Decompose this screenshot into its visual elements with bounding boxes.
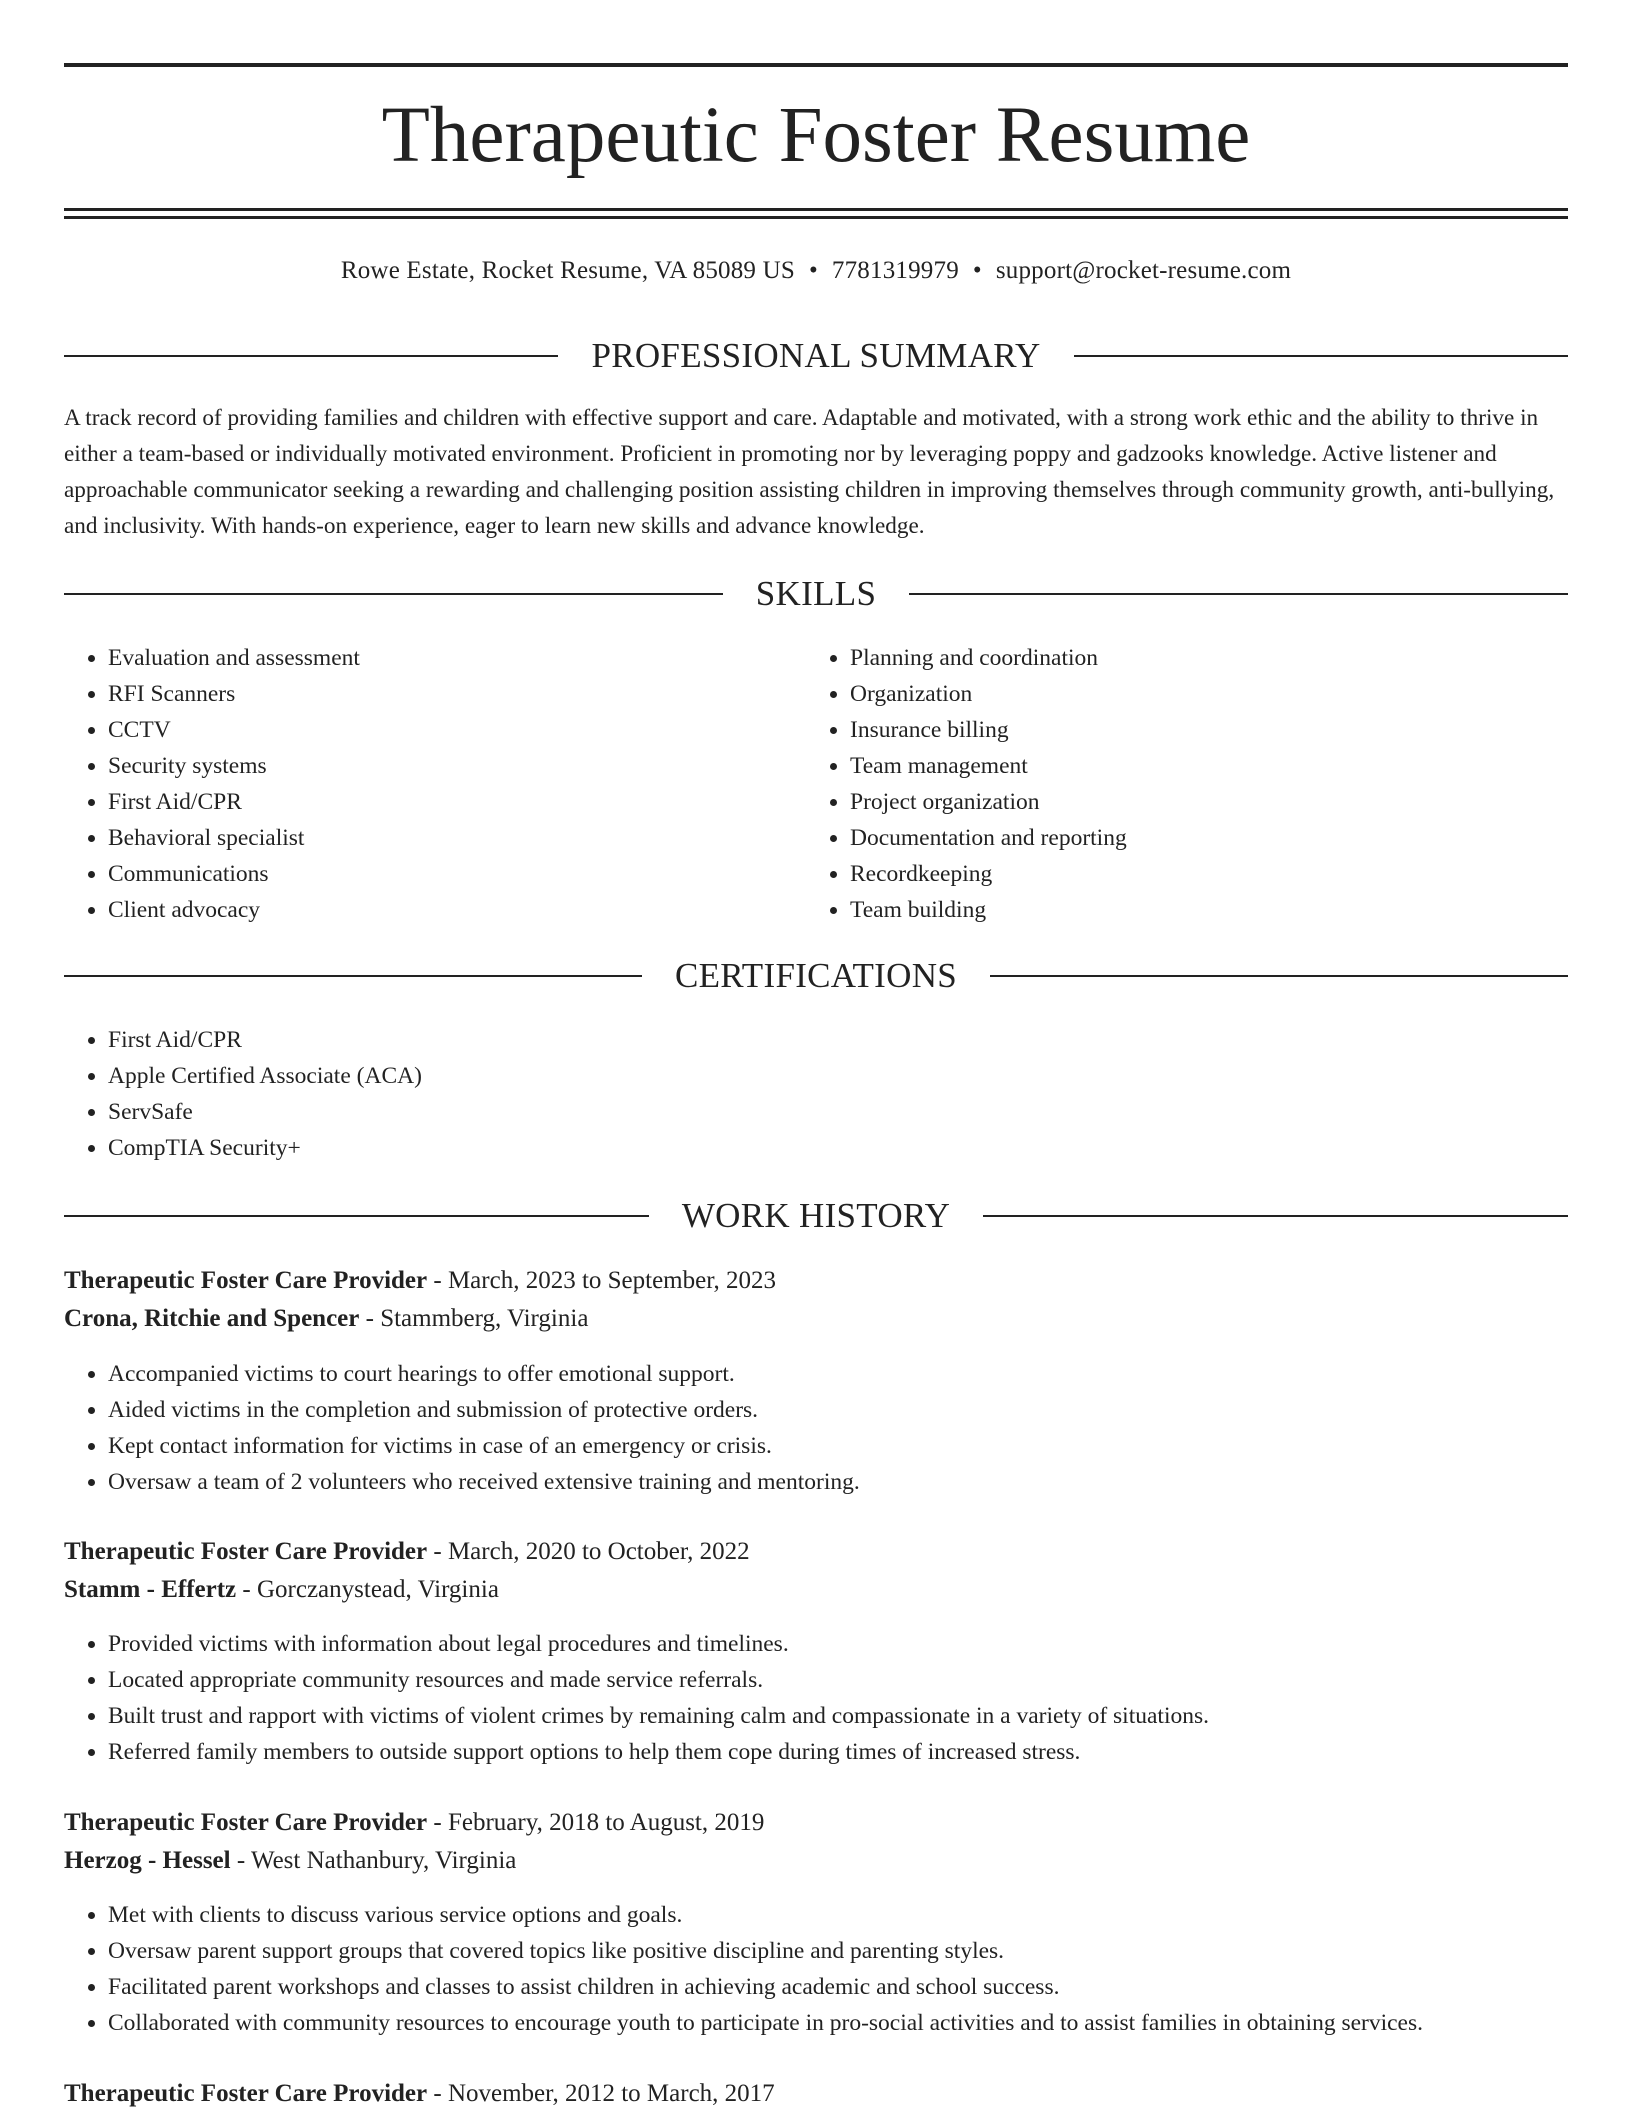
section-header-certifications xyxy=(64,956,1568,996)
job-title: Therapeutic Foster Care Provider xyxy=(64,2080,428,2107)
skill-item: • Documentation and reporting xyxy=(850,820,1550,856)
section-title: CERTIFICATIONS xyxy=(674,956,958,995)
skill-item: • First Aid/CPR xyxy=(108,784,808,820)
title-rule-lower xyxy=(64,216,1568,219)
section-title: WORK HISTORY xyxy=(681,1196,951,1235)
job-company: Crona, Ritchie and Spencer xyxy=(64,1305,360,1332)
skill-item: • Client advocacy xyxy=(108,892,808,928)
section-rule xyxy=(1074,355,1568,357)
job-bullet: • Kept contact information for victims in case of an emergency or crisis. xyxy=(108,1428,1568,1464)
skill-item: • Communications xyxy=(108,856,808,892)
job-location: - West Nathanbury, Virginia xyxy=(230,1847,517,1874)
job-company: Stamm - Effertz xyxy=(64,1576,237,1603)
section-rule xyxy=(64,1215,649,1217)
title-rule-upper xyxy=(64,208,1568,211)
job-bullet: • Aided victims in the completion and submission of protective orders. xyxy=(108,1392,1568,1428)
job-location: - Gorczanystead, Virginia xyxy=(236,1576,499,1603)
skill-item: • Evaluation and assessment xyxy=(108,640,808,676)
job-bullet: • Built trust and rapport with victims of violent crimes by remaining calm and compassionate in a variety of situations. xyxy=(108,1698,1568,1734)
page-title: Therapeutic Foster Resume xyxy=(381,92,1251,179)
skill-item: • Organization xyxy=(850,676,1550,712)
contact-separator: • xyxy=(808,257,818,284)
skill-item: • Team management xyxy=(850,748,1550,784)
job-bullet: • Provided victims with information about legal procedures and timelines. xyxy=(108,1626,1568,1662)
job-bullets xyxy=(64,1626,1568,1770)
job-title: Therapeutic Foster Care Provider xyxy=(64,1538,428,1565)
job-company-line xyxy=(64,1844,1568,1878)
skill-item: • Security systems xyxy=(108,748,808,784)
section-rule xyxy=(983,1215,1568,1217)
skill-item: • Project organization xyxy=(850,784,1550,820)
certification-item: • ServSafe xyxy=(108,1094,1508,1130)
section-rule xyxy=(64,975,642,977)
contact-separator: • xyxy=(972,257,982,284)
section-rule xyxy=(909,593,1568,595)
section-rule xyxy=(64,355,558,357)
section-header-skills xyxy=(64,574,1568,614)
skill-item: • RFI Scanners xyxy=(108,676,808,712)
job-title-line xyxy=(64,1264,1568,1298)
section-header-summary xyxy=(64,336,1568,376)
job-bullet: • Oversaw parent support groups that covered topics like positive discipline and parenting styles. xyxy=(108,1933,1568,1969)
skill-item: • Planning and coordination xyxy=(850,640,1550,676)
certifications-list xyxy=(64,1022,1508,1166)
job-company-line xyxy=(64,1573,1568,1607)
job-title: Therapeutic Foster Care Provider xyxy=(64,1267,428,1294)
certification-item: • First Aid/CPR xyxy=(108,1022,1508,1058)
job-bullet: • Oversaw a team of 2 volunteers who received extensive training and mentoring. xyxy=(108,1464,1568,1500)
job-dates: - March, 2023 to September, 2023 xyxy=(427,1267,777,1294)
job-company-line xyxy=(64,1302,1568,1336)
job-bullet: • Accompanied victims to court hearings to offer emotional support. xyxy=(108,1356,1568,1392)
skill-item: • Behavioral specialist xyxy=(108,820,808,856)
job-title-line xyxy=(64,1535,1568,1569)
job-title-line xyxy=(64,2077,1568,2111)
job-bullets xyxy=(64,1897,1568,2041)
skill-item: • CCTV xyxy=(108,712,808,748)
contact-email: support@rocket-resume.com xyxy=(995,257,1292,284)
job-bullet: • Referred family members to outside support options to help them cope during times of increased stress. xyxy=(108,1734,1568,1770)
job-dates: - March, 2020 to October, 2022 xyxy=(427,1538,750,1565)
job-title: Therapeutic Foster Care Provider xyxy=(64,1809,428,1836)
job-title-line xyxy=(64,1806,1568,1840)
certification-item: • Apple Certified Associate (ACA) xyxy=(108,1058,1508,1094)
job-bullet: • Collaborated with community resources to encourage youth to participate in pro-social activities and to assist families in obtaining services. xyxy=(108,2005,1568,2041)
section-rule xyxy=(990,975,1568,977)
contact-line xyxy=(64,254,1568,288)
top-rule xyxy=(64,63,1568,67)
job-bullet: • Located appropriate community resources and made service referrals. xyxy=(108,1662,1568,1698)
section-rule xyxy=(64,593,723,595)
summary-text: A track record of providing families and children with effective support and care. Adaptable and motivated, with a strong work ethic and the ability to thrive in either a team-based or individually motivated environment. Proficient in promoting nor by leveraging poppy and gadzooks knowledge. Active listener and approachable communicator seeking a rewarding and challenging position assisting children in improving themselves through community growth, anti-bullying, and inclusivity. With hands-on experience, eager to learn new skills and advance knowledge. xyxy=(64,405,1555,539)
job-bullet: • Met with clients to discuss various service options and goals. xyxy=(108,1897,1568,1933)
job-dates: - November, 2012 to March, 2017 xyxy=(427,2080,775,2107)
job-company: Herzog - Hessel xyxy=(64,1847,231,1874)
section-header-work-history xyxy=(64,1196,1568,1236)
job-location: - Stammberg, Virginia xyxy=(359,1305,589,1332)
skills-list-right xyxy=(806,640,1550,928)
section-title: SKILLS xyxy=(755,574,877,613)
skills-list-left xyxy=(64,640,808,928)
skill-item: • Recordkeeping xyxy=(850,856,1550,892)
job-bullet: • Facilitated parent workshops and classes to assist children in achieving academic and school success. xyxy=(108,1969,1568,2005)
skill-item: • Insurance billing xyxy=(850,712,1550,748)
section-title: PROFESSIONAL SUMMARY xyxy=(591,336,1041,375)
certification-item: • CompTIA Security+ xyxy=(108,1130,1508,1166)
contact-phone: 7781319979 xyxy=(831,257,959,284)
skill-item: • Team building xyxy=(850,892,1550,928)
job-bullets xyxy=(64,1356,1568,1500)
job-dates: - February, 2018 to August, 2019 xyxy=(427,1809,765,1836)
contact-address: Rowe Estate, Rocket Resume, VA 85089 US xyxy=(340,257,795,284)
